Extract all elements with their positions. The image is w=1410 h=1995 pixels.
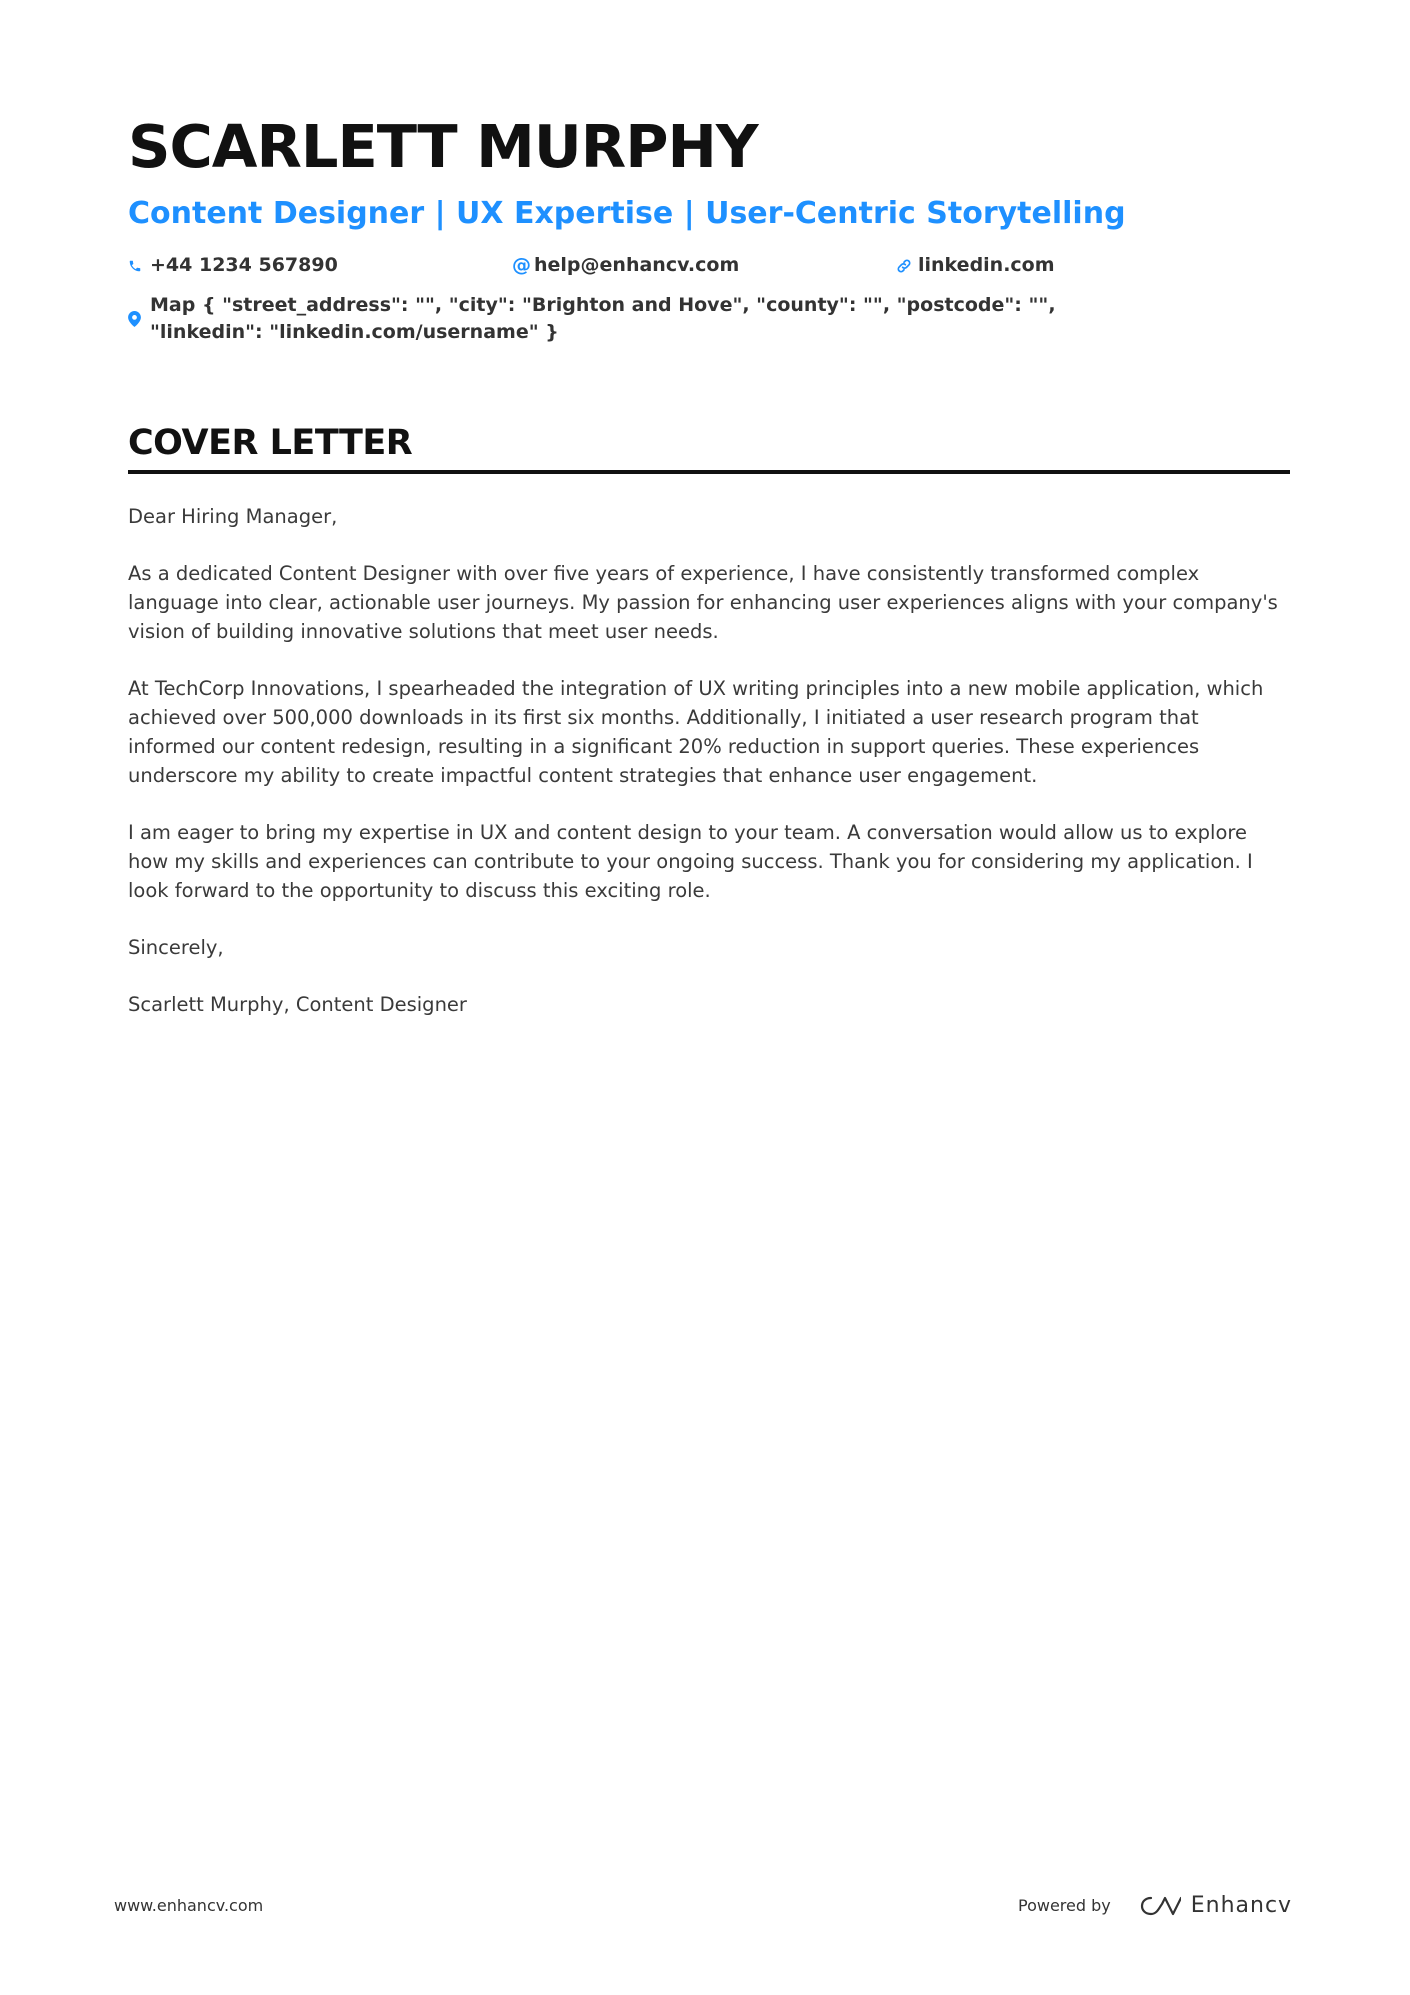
letter-signature: Scarlett Murphy, Content Designer: [128, 993, 467, 1016]
letter-paragraph: I am eager to bring my expertise in UX and content design to your team. A conversation would allow us to explore how my skills and experiences can contribute to your ongoing success. Thank you for considering my application. I look forward to the opportunity to discuss this exciting role.: [128, 821, 1253, 902]
letter-paragraph: At TechCorp Innovations, I spearheaded the integration of UX writing principles into a new mobile application, which achieved over 500,000 downloads in its first six months. Additionally, I initiated a user research program that informed our content redesign, resulting in a significant 20% reduction in support queries. These experiences underscore my ability to create impactful content strategies that enhance user engagement.: [128, 677, 1264, 787]
contact-location: [128, 292, 1108, 346]
contact-info: [128, 252, 1290, 362]
letter-paragraph: As a dedicated Content Designer with over five years of experience, I have consistently transformed complex language into clear, actionable user journeys. My passion for enhancing user experiences aligns with your company's vision of building innovative solutions that meet user needs.: [128, 562, 1278, 643]
letter-body: [128, 502, 1290, 1019]
at-icon: @: [512, 254, 531, 276]
enhancv-logo[interactable]: [1135, 1893, 1292, 1918]
footer-website-link[interactable]: www.enhancv.com: [114, 1896, 264, 1915]
brand-name: Enhancv: [1190, 1893, 1293, 1918]
contact-phone: [128, 252, 338, 279]
powered-by: [1018, 1893, 1292, 1918]
link-icon: [896, 252, 918, 279]
phone-icon: [128, 252, 150, 279]
phone-text: +44 1234 567890: [150, 254, 338, 276]
letter-salutation: Dear Hiring Manager,: [128, 505, 338, 528]
contact-email: [512, 252, 739, 279]
cover-letter-section: [128, 420, 1290, 1047]
enhancv-logo-icon: [1135, 1894, 1181, 1918]
email-text: help@enhancv.com: [534, 254, 740, 276]
map-pin-icon: [128, 292, 150, 346]
location-text: Map { "street_address": "", "city": "Brighton and Hove", "county": "", "postcode": "", "linkedin": "linkedin.com/username" }: [150, 294, 1056, 343]
resume-header: [128, 108, 1290, 362]
candidate-name: SCARLETT MURPHY: [128, 112, 758, 181]
section-title: COVER LETTER: [128, 420, 1290, 474]
linkedin-text: linkedin.com: [918, 254, 1055, 276]
candidate-headline: Content Designer | UX Expertise | User-Centric Storytelling: [128, 196, 1126, 231]
contact-linkedin: [896, 252, 1055, 279]
powered-by-label: Powered by: [1018, 1896, 1111, 1915]
letter-closing: Sincerely,: [128, 936, 224, 959]
